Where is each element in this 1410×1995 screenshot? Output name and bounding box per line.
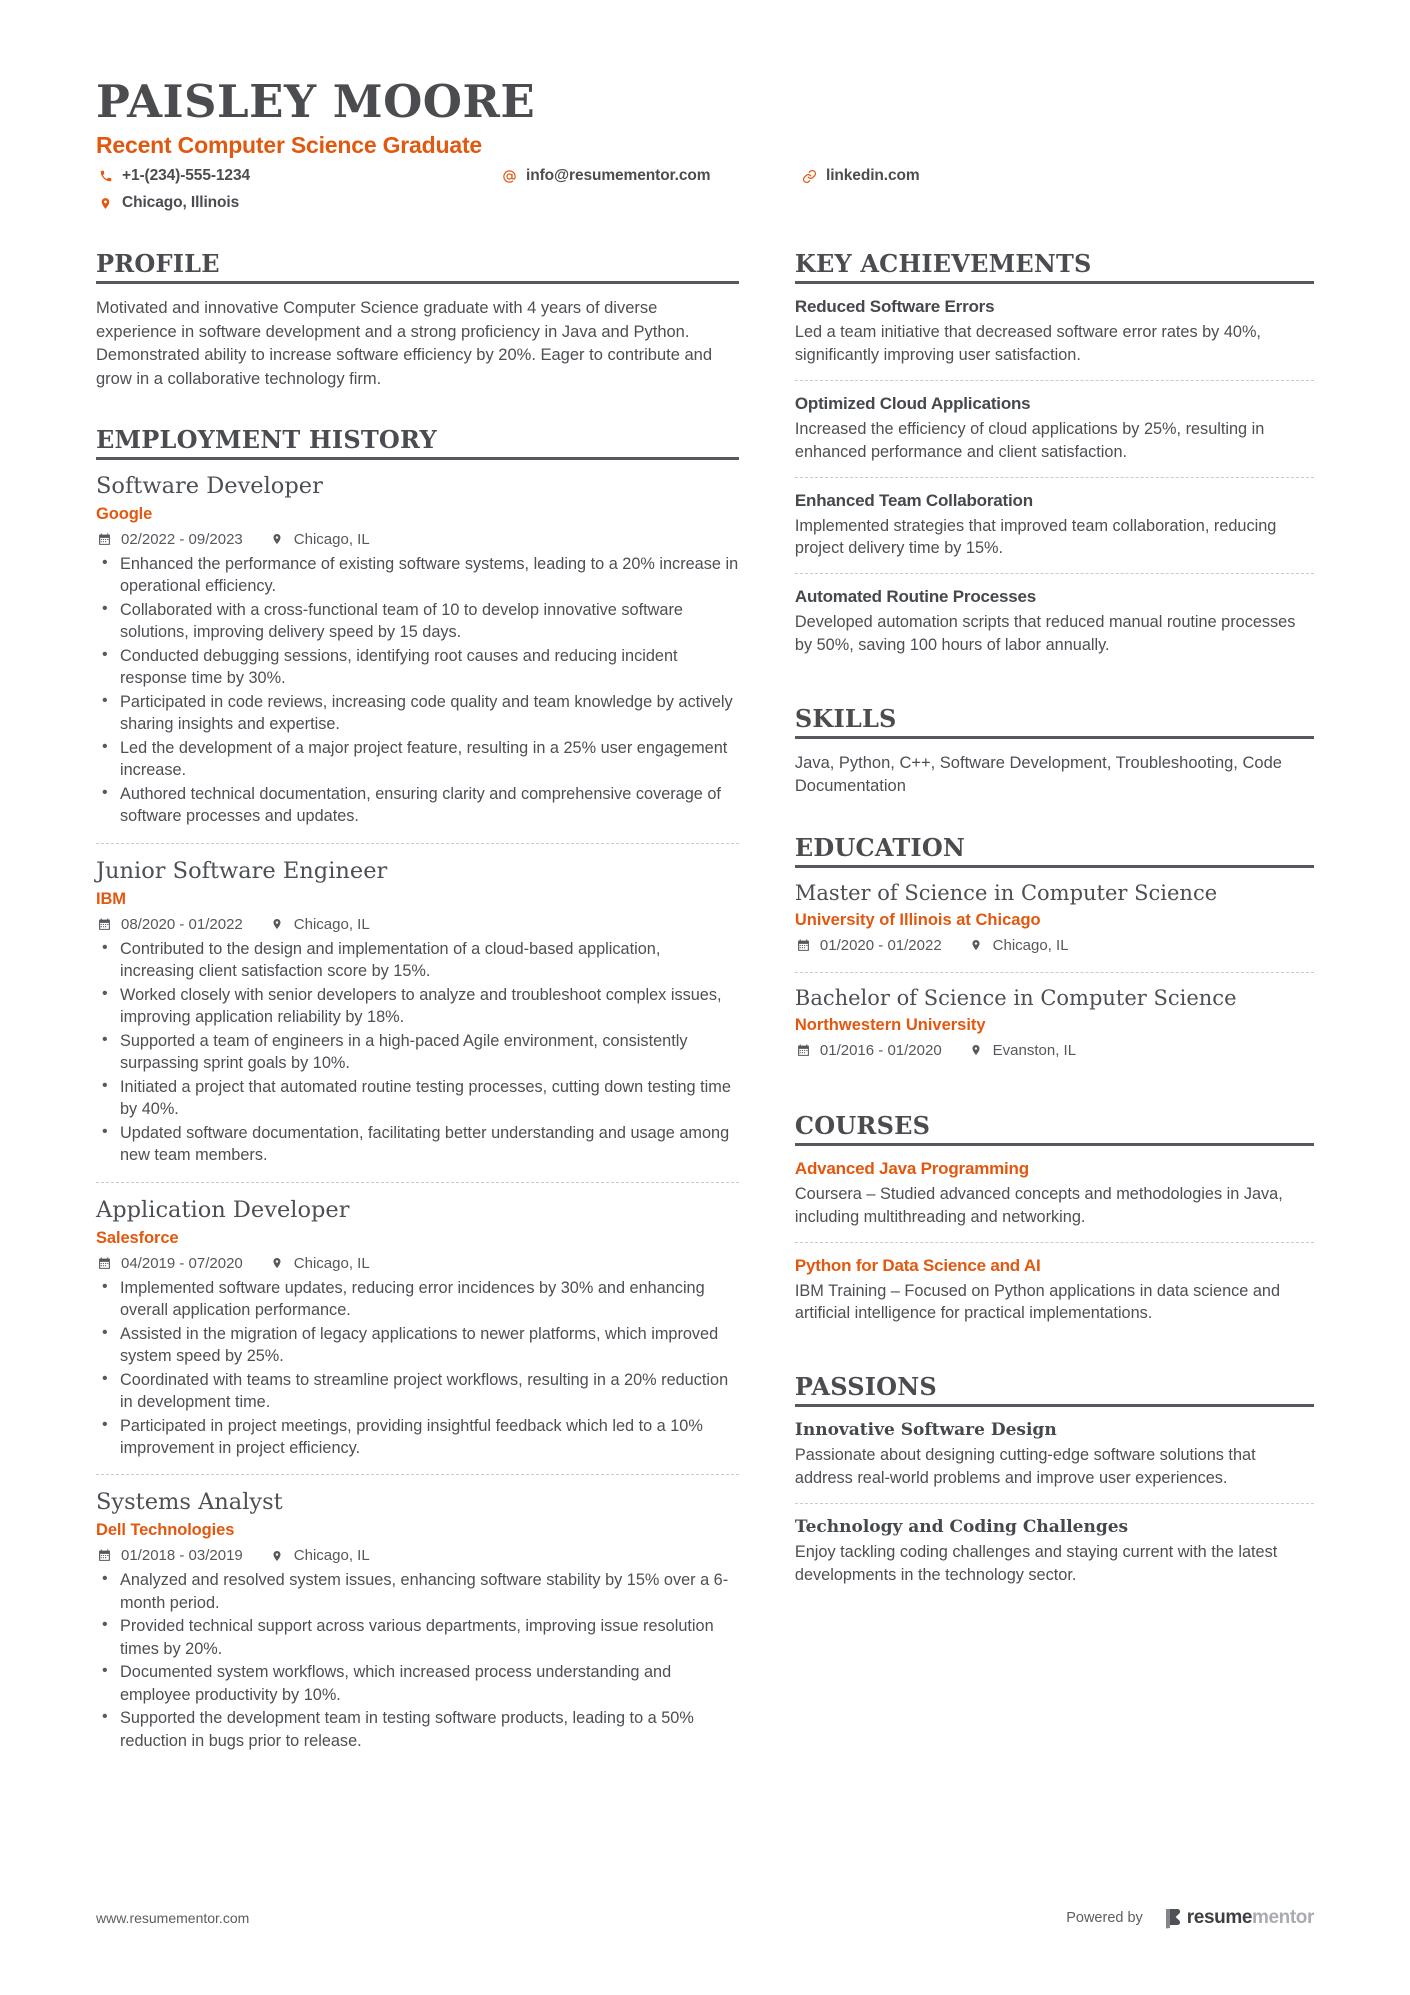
employment-entry bbox=[96, 843, 739, 1182]
achievement-title: Optimized Cloud Applications bbox=[794, 393, 1031, 413]
job-bullets bbox=[96, 1277, 739, 1460]
education-dates-text: 01/2020 - 01/2022 bbox=[819, 936, 942, 954]
education-school: University of Illinois at Chicago bbox=[794, 910, 1041, 929]
link-icon bbox=[800, 169, 819, 184]
job-location-text: Chicago, IL bbox=[293, 915, 370, 933]
map-pin-icon bbox=[269, 1549, 286, 1563]
job-title: Application Developer bbox=[96, 1196, 350, 1223]
employment-entry bbox=[96, 473, 739, 843]
employment-entry bbox=[96, 1182, 739, 1475]
calendar-icon bbox=[96, 918, 113, 931]
logo-text-secondary: mentor bbox=[1252, 1907, 1314, 1928]
candidate-name: PAISLEY MOORE bbox=[96, 75, 536, 128]
job-meta bbox=[96, 916, 739, 933]
job-dates bbox=[96, 531, 243, 548]
contact-block bbox=[96, 167, 1314, 221]
achievement-item bbox=[795, 573, 1314, 670]
section-heading-passions: PASSIONS bbox=[795, 1372, 1314, 1407]
education-entry bbox=[795, 881, 1314, 972]
course-desc: IBM Training – Focused on Python applications in data science and artificial intelligence for practical implementations. bbox=[794, 1281, 1281, 1323]
company-name: Dell Technologies bbox=[96, 1521, 235, 1540]
job-bullet: • Supported the development team in testing software products, leading to a 50% reduction in bugs prior to release. bbox=[96, 1707, 739, 1752]
job-bullet: • Analyzed and resolved system issues, enhancing software stability by 15% over a 6-month period. bbox=[96, 1569, 739, 1614]
job-bullet: • Enhanced the performance of existing software systems, leading to a 20% increase in operational efficiency. bbox=[96, 553, 739, 598]
job-location-text: Chicago, IL bbox=[293, 530, 370, 548]
section-skills bbox=[795, 704, 1314, 799]
map-pin-icon bbox=[269, 1256, 286, 1270]
section-profile bbox=[96, 249, 739, 391]
job-bullet: • Participated in code reviews, increasing code quality and team knowledge by actively sharing insights and expertise. bbox=[96, 691, 739, 736]
achievement-desc: Implemented strategies that improved team collaboration, reducing project delivery time by 15%. bbox=[794, 516, 1277, 558]
calendar-icon bbox=[795, 939, 812, 952]
map-pin-icon bbox=[269, 917, 286, 931]
job-dates bbox=[96, 1547, 243, 1564]
job-bullet: • Contributed to the design and implementation of a cloud-based application, increasing client satisfaction score by 15%. bbox=[96, 938, 739, 983]
section-passions bbox=[795, 1372, 1314, 1599]
contact-phone-text: +1-(234)-555-1234 bbox=[122, 167, 250, 185]
achievement-title: Enhanced Team Collaboration bbox=[794, 490, 1033, 510]
education-entry bbox=[795, 972, 1314, 1077]
education-school: Northwestern University bbox=[794, 1015, 986, 1034]
passion-title: Technology and Coding Challenges bbox=[794, 1516, 1129, 1537]
passion-title: Innovative Software Design bbox=[794, 1420, 1057, 1441]
logo-text-primary: resume bbox=[1186, 1907, 1252, 1928]
company-name: IBM bbox=[96, 889, 126, 908]
section-employment-history bbox=[96, 425, 739, 1767]
job-location-text: Chicago, IL bbox=[293, 1547, 370, 1565]
job-meta bbox=[96, 531, 739, 548]
job-bullet: • Documented system workflows, which increased process understanding and employee productivity by 10%. bbox=[96, 1661, 739, 1706]
job-location bbox=[269, 1255, 370, 1272]
education-meta bbox=[795, 937, 1314, 954]
job-title: Software Developer bbox=[96, 472, 323, 499]
job-location bbox=[269, 1547, 370, 1564]
education-location-text: Chicago, IL bbox=[992, 936, 1069, 954]
achievement-desc: Developed automation scripts that reduced manual routine processes by 50%, saving 100 hours of labor annually. bbox=[794, 613, 1296, 654]
job-bullet: • Worked closely with senior developers to analyze and troubleshoot complex issues, improving application reliability by 18%. bbox=[96, 984, 739, 1029]
section-education bbox=[795, 833, 1314, 1077]
calendar-icon bbox=[96, 533, 113, 546]
contact-location bbox=[96, 194, 239, 212]
education-location bbox=[968, 937, 1069, 954]
footer-branding bbox=[1066, 1907, 1314, 1929]
course-item bbox=[795, 1159, 1314, 1242]
job-bullet: • Updated software documentation, facilitating better understanding and usage among new team members. bbox=[96, 1122, 739, 1167]
course-title: Advanced Java Programming bbox=[794, 1158, 1029, 1178]
employment-entry bbox=[96, 1474, 739, 1767]
job-bullet: • Assisted in the migration of legacy applications to newer platforms, which improved system speed by 25%. bbox=[96, 1323, 739, 1368]
section-courses bbox=[795, 1111, 1314, 1338]
achievement-title: Reduced Software Errors bbox=[794, 297, 995, 317]
job-meta bbox=[96, 1255, 739, 1272]
job-dates bbox=[96, 916, 243, 933]
job-bullets bbox=[96, 1569, 739, 1752]
section-heading-employment: EMPLOYMENT HISTORY bbox=[96, 425, 739, 460]
education-dates-text: 01/2016 - 01/2020 bbox=[819, 1041, 942, 1059]
contact-website-text: linkedin.com bbox=[826, 167, 920, 185]
achievement-desc: Increased the efficiency of cloud applications by 25%, resulting in enhanced performance and client satisfaction. bbox=[794, 419, 1265, 461]
section-key-achievements bbox=[795, 249, 1314, 670]
job-location-text: Chicago, IL bbox=[293, 1254, 370, 1272]
contact-phone[interactable] bbox=[96, 167, 500, 185]
section-heading-profile: PROFILE bbox=[96, 249, 739, 284]
achievement-title: Automated Routine Processes bbox=[794, 587, 1037, 607]
job-title: Systems Analyst bbox=[96, 1489, 283, 1516]
job-bullet: • Participated in project meetings, providing insightful feedback which led to a 10% improvement in project efficiency. bbox=[96, 1415, 739, 1460]
job-bullet: • Coordinated with teams to streamline project workflows, resulting in a 20% reduction in development time. bbox=[96, 1369, 739, 1414]
profile-text: Motivated and innovative Computer Science graduate with 4 years of diverse experience in software development and a strong proficiency in Java and Python. Demonstrated ability to increase software efficiency by 20%. Eager to contribute and grow in a collaborative technology firm. bbox=[96, 299, 713, 388]
job-dates-text: 04/2019 - 07/2020 bbox=[121, 1254, 243, 1272]
job-location bbox=[269, 531, 370, 548]
resume-body bbox=[96, 249, 1314, 1771]
contact-location-text: Chicago, Illinois bbox=[122, 194, 240, 212]
job-bullets bbox=[96, 938, 739, 1167]
contact-email-text: info@resumementor.com bbox=[526, 167, 711, 185]
passion-item bbox=[795, 1503, 1314, 1600]
section-heading-skills: SKILLS bbox=[795, 704, 1314, 739]
education-dates bbox=[795, 937, 942, 954]
job-bullet: • Supported a team of engineers in a high-paced Agile environment, consistently surpassing sprint goals by 10%. bbox=[96, 1030, 739, 1075]
job-bullet: • Conducted debugging sessions, identifying root causes and reducing incident response time by 30%. bbox=[96, 645, 739, 690]
achievement-item bbox=[795, 477, 1314, 574]
footer-website-url[interactable]: www.resumementor.com bbox=[96, 1910, 250, 1926]
job-bullet: • Authored technical documentation, ensuring clarity and comprehensive coverage of software processes and updates. bbox=[96, 783, 739, 828]
passion-desc: Enjoy tackling coding challenges and staying current with the latest developments in the technology sector. bbox=[794, 1542, 1278, 1584]
contact-row-2 bbox=[96, 194, 1314, 221]
achievement-item bbox=[795, 297, 1314, 380]
passion-desc: Passionate about designing cutting-edge software solutions that address real-world problems and improve user experiences. bbox=[794, 1446, 1256, 1488]
job-location bbox=[269, 916, 370, 933]
job-meta bbox=[96, 1547, 739, 1564]
page-footer bbox=[96, 1907, 1314, 1929]
education-meta bbox=[795, 1042, 1314, 1059]
map-pin-icon bbox=[269, 532, 286, 546]
course-item bbox=[795, 1242, 1314, 1339]
map-pin-icon bbox=[96, 196, 115, 211]
education-location-text: Evanston, IL bbox=[992, 1041, 1077, 1059]
calendar-icon bbox=[96, 1257, 113, 1270]
section-heading-courses: COURSES bbox=[795, 1111, 1314, 1146]
achievement-desc: Led a team initiative that decreased software error rates by 40%, significantly improving user satisfaction. bbox=[794, 323, 1261, 365]
course-title: Python for Data Science and AI bbox=[794, 1255, 1041, 1275]
contact-row-1 bbox=[96, 167, 1314, 194]
powered-by-label: Powered by bbox=[1066, 1910, 1143, 1926]
passion-item bbox=[795, 1420, 1314, 1503]
course-desc: Coursera – Studied advanced concepts and methodologies in Java, including multithreading and networking. bbox=[794, 1184, 1283, 1226]
education-dates bbox=[795, 1042, 942, 1059]
job-dates-text: 02/2022 - 09/2023 bbox=[121, 530, 243, 548]
job-dates-text: 01/2018 - 03/2019 bbox=[121, 1547, 243, 1565]
contact-email[interactable] bbox=[500, 167, 800, 185]
calendar-icon bbox=[96, 1549, 113, 1562]
phone-icon bbox=[96, 169, 115, 183]
company-name: Salesforce bbox=[96, 1228, 179, 1247]
section-heading-achievements: KEY ACHIEVEMENTS bbox=[795, 249, 1314, 284]
education-degree: Master of Science in Computer Science bbox=[794, 880, 1218, 905]
job-title: Junior Software Engineer bbox=[96, 857, 388, 884]
skills-list: Java, Python, C++, Software Development, Troubleshooting, Code Documentation bbox=[794, 753, 1282, 796]
job-bullet: • Provided technical support across various departments, improving issue resolution times by 20%. bbox=[96, 1615, 739, 1660]
map-pin-icon bbox=[968, 1043, 985, 1057]
job-bullet: • Led the development of a major project feature, resulting in a 25% user engagement increase. bbox=[96, 737, 739, 782]
contact-website[interactable] bbox=[800, 167, 920, 185]
left-column bbox=[96, 249, 795, 1771]
company-name: Google bbox=[96, 504, 153, 523]
calendar-icon bbox=[795, 1044, 812, 1057]
section-heading-education: EDUCATION bbox=[795, 833, 1314, 868]
job-dates bbox=[96, 1255, 243, 1272]
job-dates-text: 08/2020 - 01/2022 bbox=[121, 915, 243, 933]
achievement-item bbox=[795, 380, 1314, 477]
resumementor-logo bbox=[1165, 1907, 1314, 1929]
at-sign-icon bbox=[500, 169, 519, 184]
logo-text bbox=[1187, 1907, 1314, 1929]
map-pin-icon bbox=[968, 938, 985, 952]
job-bullets bbox=[96, 553, 739, 828]
candidate-headline: Recent Computer Science Graduate bbox=[96, 132, 482, 159]
resume-header bbox=[96, 75, 1314, 221]
job-bullet: • Initiated a project that automated routine testing processes, cutting down testing time by 40%. bbox=[96, 1076, 739, 1121]
job-bullet: • Implemented software updates, reducing error incidences by 30% and enhancing overall application performance. bbox=[96, 1277, 739, 1322]
job-bullet: • Collaborated with a cross-functional team of 10 to develop innovative software solutions, improving delivery speed by 15 days. bbox=[96, 599, 739, 644]
education-location bbox=[968, 1042, 1076, 1059]
right-column bbox=[795, 249, 1314, 1771]
resumementor-bookmark-icon bbox=[1165, 1908, 1182, 1929]
education-degree: Bachelor of Science in Computer Science bbox=[794, 985, 1237, 1010]
